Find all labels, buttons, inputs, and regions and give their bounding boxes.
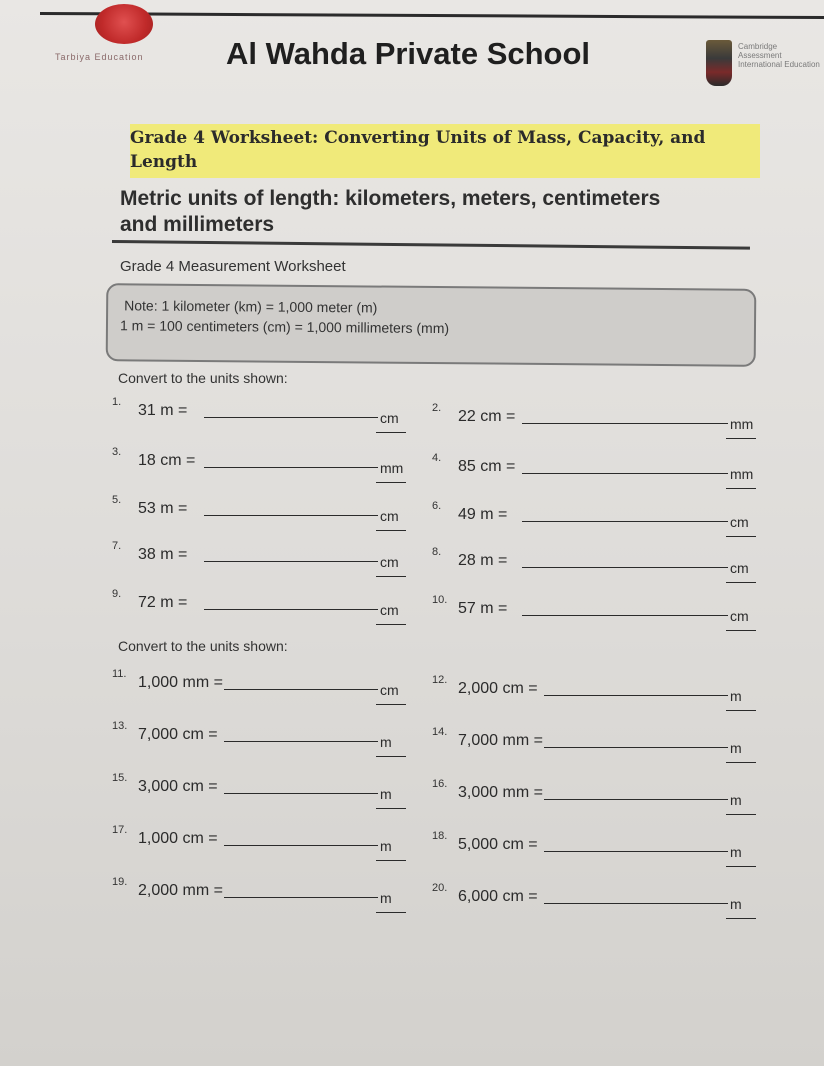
unit-label: m	[380, 890, 392, 906]
page-top-edge	[40, 12, 824, 19]
question-number: 5.	[112, 494, 122, 506]
question-number: 16.	[432, 778, 448, 790]
unit-underline	[376, 912, 406, 913]
answer-blank[interactable]	[224, 689, 378, 690]
unit-underline	[726, 438, 756, 439]
question-expression: 31 m =	[138, 402, 188, 419]
crest-text-line: Assessment	[738, 51, 782, 60]
question-number: 4.	[432, 452, 442, 464]
question-number: 1.	[112, 396, 122, 408]
question-item	[112, 772, 452, 806]
question-expression: 1,000 mm =	[138, 674, 223, 691]
school-logo-icon	[95, 4, 153, 44]
answer-blank[interactable]	[204, 417, 378, 418]
unit-label: m	[380, 786, 392, 802]
question-item	[432, 402, 772, 436]
answer-blank[interactable]	[204, 609, 378, 610]
unit-label: cm	[730, 514, 749, 530]
answer-blank[interactable]	[224, 897, 378, 898]
question-item	[432, 500, 772, 534]
unit-label: mm	[730, 466, 754, 482]
unit-underline	[376, 860, 406, 861]
question-number: 13.	[112, 720, 128, 732]
question-number: 19.	[112, 876, 128, 888]
question-expression: 38 m =	[138, 546, 188, 563]
question-number: 17.	[112, 824, 128, 836]
question-expression: 53 m =	[138, 500, 188, 517]
question-expression: 28 m =	[458, 552, 508, 569]
worksheet-title: Grade 4 Worksheet: Converting Units of Mass, Capacity, and Length	[130, 124, 760, 178]
note-line-2: 1 m = 100 centimeters (cm) = 1,000 millimeters (mm)	[119, 317, 450, 337]
answer-blank[interactable]	[522, 615, 728, 616]
unit-underline	[376, 808, 406, 809]
unit-underline	[376, 624, 406, 625]
unit-label: cm	[380, 508, 399, 524]
unit-underline	[726, 814, 756, 815]
question-item	[112, 446, 452, 480]
question-number: 9.	[112, 588, 122, 600]
unit-underline	[726, 710, 756, 711]
question-item	[112, 876, 452, 910]
question-expression: 1,000 cm =	[138, 830, 218, 847]
unit-label: cm	[730, 560, 749, 576]
unit-label: cm	[380, 682, 399, 698]
question-expression: 49 m =	[458, 506, 508, 523]
question-number: 8.	[432, 546, 442, 558]
answer-blank[interactable]	[224, 845, 378, 846]
question-number: 11.	[112, 668, 127, 680]
crest-text	[738, 42, 824, 69]
question-item	[112, 720, 452, 754]
question-item	[432, 546, 772, 580]
unit-label: cm	[380, 602, 399, 618]
unit-underline	[726, 582, 756, 583]
question-item	[112, 396, 452, 430]
answer-blank[interactable]	[544, 799, 728, 800]
question-expression: 5,000 cm =	[458, 836, 538, 853]
question-expression: 22 cm =	[458, 408, 516, 425]
question-item	[112, 540, 452, 574]
answer-blank[interactable]	[204, 561, 378, 562]
question-number: 6.	[432, 500, 442, 512]
question-expression: 2,000 cm =	[458, 680, 538, 697]
unit-underline	[726, 536, 756, 537]
question-item	[112, 824, 452, 858]
question-number: 7.	[112, 540, 122, 552]
unit-label: m	[730, 792, 742, 808]
unit-underline	[376, 576, 406, 577]
question-number: 3.	[112, 446, 122, 458]
answer-blank[interactable]	[204, 515, 378, 516]
question-item	[112, 668, 452, 702]
answer-blank[interactable]	[544, 747, 728, 748]
question-number: 15.	[112, 772, 128, 784]
unit-label: m	[730, 896, 742, 912]
answer-blank[interactable]	[204, 467, 378, 468]
heading-divider	[112, 240, 750, 250]
note-box	[106, 283, 757, 367]
unit-label: cm	[380, 410, 399, 426]
answer-blank[interactable]	[224, 793, 378, 794]
school-name: Al Wahda Private School	[226, 36, 591, 71]
question-number: 2.	[432, 402, 442, 414]
section2-instruction: Convert to the units shown:	[118, 638, 288, 654]
unit-underline	[376, 756, 406, 757]
unit-label: m	[730, 844, 742, 860]
crest-text-line: International Education	[738, 60, 820, 69]
unit-label: m	[380, 838, 392, 854]
question-item	[432, 594, 772, 628]
answer-blank[interactable]	[544, 695, 728, 696]
unit-label: m	[730, 688, 742, 704]
unit-underline	[726, 488, 756, 489]
section1-instruction: Convert to the units shown:	[118, 370, 288, 386]
note-line-1: Note: 1 kilometer (km) = 1,000 meter (m)	[124, 297, 378, 316]
answer-blank[interactable]	[522, 567, 728, 568]
question-item	[432, 830, 772, 864]
question-item	[432, 726, 772, 760]
question-item	[432, 778, 772, 812]
unit-underline	[376, 482, 406, 483]
unit-underline	[726, 866, 756, 867]
answer-blank[interactable]	[544, 903, 728, 904]
crest-text-line: Cambridge	[738, 42, 778, 51]
answer-blank[interactable]	[224, 741, 378, 742]
answer-blank[interactable]	[522, 473, 728, 474]
answer-blank[interactable]	[544, 851, 728, 852]
left-logo-text: Tarbiya Education	[55, 52, 144, 62]
unit-underline	[376, 530, 406, 531]
unit-label: m	[380, 734, 392, 750]
answer-blank[interactable]	[522, 423, 728, 424]
subheading: Grade 4 Measurement Worksheet	[120, 258, 346, 275]
question-expression: 7,000 cm =	[138, 726, 218, 743]
question-item	[432, 674, 772, 708]
question-expression: 3,000 mm =	[458, 784, 543, 801]
unit-underline	[376, 432, 406, 433]
question-item	[432, 452, 772, 486]
unit-underline	[726, 918, 756, 919]
question-number: 12.	[432, 674, 448, 686]
answer-blank[interactable]	[522, 521, 728, 522]
unit-label: cm	[730, 608, 749, 624]
unit-label: mm	[730, 416, 754, 432]
unit-label: mm	[380, 460, 404, 476]
question-expression: 6,000 cm =	[458, 888, 538, 905]
question-item	[112, 588, 452, 622]
unit-underline	[726, 762, 756, 763]
question-item	[432, 882, 772, 916]
unit-underline	[726, 630, 756, 631]
crest-icon	[706, 40, 732, 86]
question-number: 10.	[432, 594, 448, 606]
question-expression: 57 m =	[458, 600, 508, 617]
question-number: 18.	[432, 830, 448, 842]
question-expression: 18 cm =	[138, 452, 196, 469]
unit-label: m	[730, 740, 742, 756]
question-item	[112, 494, 452, 528]
question-expression: 3,000 cm =	[138, 778, 218, 795]
question-expression: 2,000 mm =	[138, 882, 223, 899]
question-expression: 7,000 mm =	[458, 732, 543, 749]
unit-underline	[376, 704, 406, 705]
question-expression: 72 m =	[138, 594, 188, 611]
question-number: 20.	[432, 882, 448, 894]
section-heading: Metric units of length: kilometers, meters, centimeters and millimeters	[120, 187, 661, 236]
unit-label: cm	[380, 554, 399, 570]
question-expression: 85 cm =	[458, 458, 516, 475]
question-number: 14.	[432, 726, 448, 738]
